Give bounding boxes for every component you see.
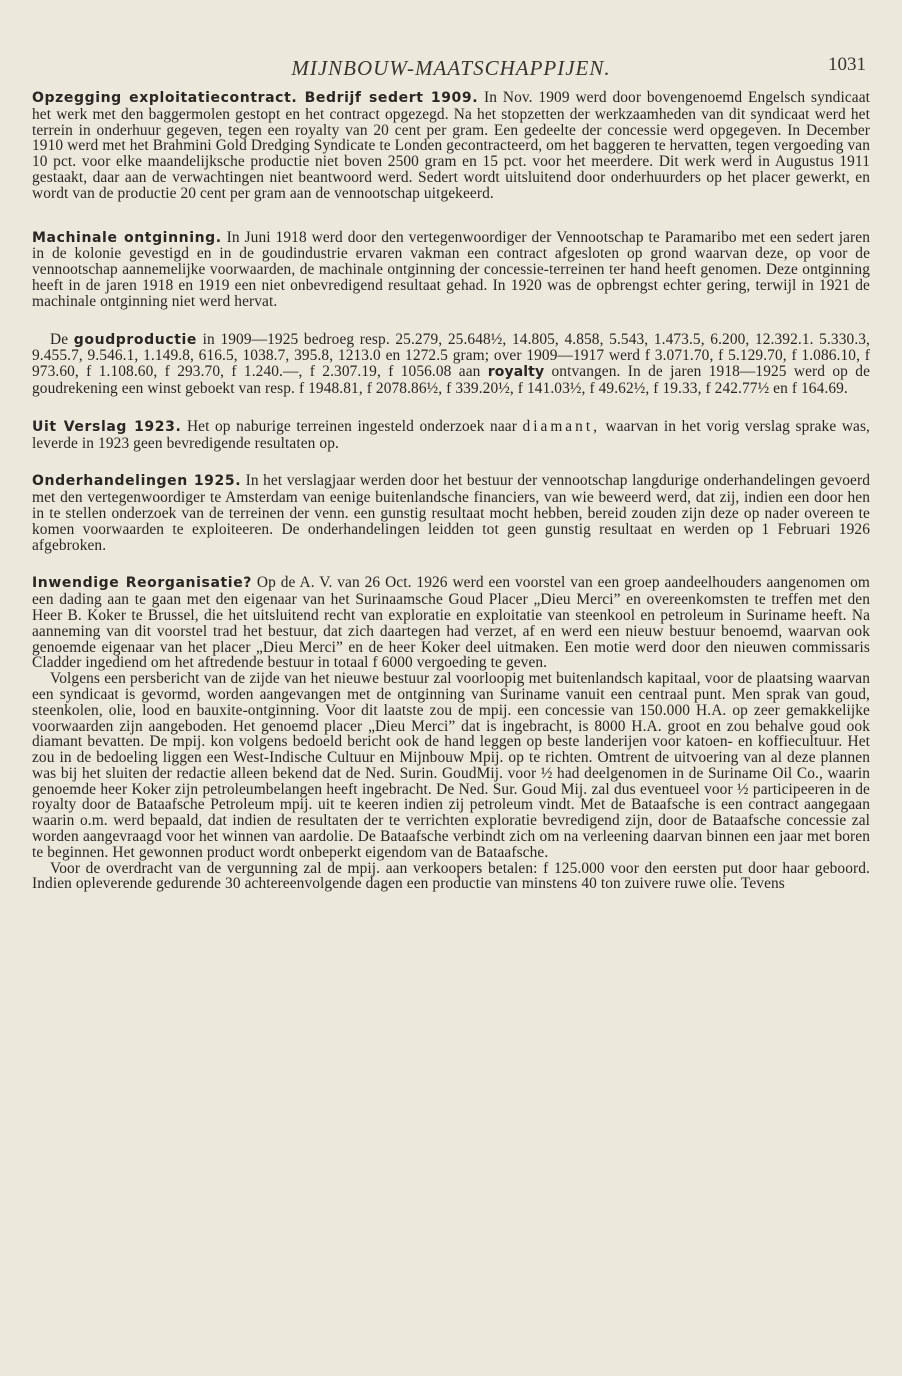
paragraph-verslag [32,419,870,452]
paragraph-lead: De [50,330,69,348]
section-heading-reorganisatie: Inwendige Reorganisatie? [32,575,253,592]
paragraph-text: in 1909—1925 bedroeg resp. 25.279, 25.648½, 14.805, 4.858, 5.543, 1.473.5, 6.200, 12.392.1. 5.330.3, 9.455.7, 9.546.1, 1.149.8, 616.5, 1038.7, 395.8, 1213.0 en 1272.5 gram; over 1909—1917 werd f 3.071.70, f 5.129.70, f 1.086.10, f 973.60, f 1.108.60, f 293.70, f 1.240.—, f 2.307.19, f 1056.08 aan [32,330,871,381]
paragraph-text: Het op naburige terreinen ingesteld onderzoek naar [186,417,517,435]
section-heading-onderhandelingen: Onderhandelingen 1925. [32,473,242,490]
paragraph-opzegging [32,90,870,202]
section-heading-verslag: Uit Verslag 1923. [32,418,182,435]
paragraph-text: ontvangen. In de jaren 1918—1925 werd op de goudrekening een winst geboekt van resp. f 1948.81, f 2078.86½, f 339.20½, f 141.03½, f 49.62½, f 19.33, f 242.77½ en f 164.69. [32,363,871,397]
page-title: MIJNBOUW-MAATSCHAPPIJEN. [291,56,611,80]
paragraph-persbericht [32,671,870,861]
paragraph-text: Op de A. V. van 26 Oct. 1926 werd een voorstel van een groep aandeelhouders aangenomen om een dading aan te gaan met den eigenaar van het Surinaamsche Goud Placer „Dieu Merci” en overeenkomsten te treffen met den Heer B. Koker te Brussel, die het uitsluitend recht van exploratie en exploitatie van steenkool en petroleum in Suriname heeft. Na aanneming van dit voorstel trad het bestuur, dat zich daartegen had verzet, af en werd een nieuw bestuur benoemd, waarvan ook genoemde eigenaar van het placer „Dieu Merci” en de heer Koker deel uitmaken. Een motie werd door den nieuwen commissaris Cladder ingediend om het aftredende bestuur in totaal f 6000 vergoeding te geven. [32,574,870,672]
royalty-term: royalty [487,364,545,381]
running-head [32,50,870,90]
paragraph-text: Voor de overdracht van de vergunning zal de mpij. aan verkoopers betalen: f 125.000 voor den eersten put door haar geboord. Indien opleverende gedurende 30 achtereenvolgende dagen een productie van minstens 40 ton zuivere ruwe olie. Tevens [32,859,870,893]
paragraph-text: Volgens een persbericht van de zijde van het nieuwe bestuur zal voorloopig met buitenlandsch kapitaal, voor de plaatsing waarvan een syndicaat is gevormd, worden aangevangen met de ontginning van Suriname vanuit een centraal punt. Men sprak van goud, steenkolen, olie, lood en bauxite-ontginning. Voor dit laatste zou de mpij. een concessie van 150.000 H.A. op zeer gemakkelijke voorwaarden zijn aangeboden. Het genoemd placer „Dieu Merci” dat is ingebracht, is 8000 H.A. groot en zou behalve goud ook diamant bevatten. De mpij. kon volgens bedoeld bericht ook de hand leggen op beste landerijen voor katoen- en koffiecultuur. Het zou in de bedoeling liggen een West-Indische Cultuur en Mijnbouw Mpij. op te richten. Omtrent de uitvoering van al deze plannen was bij het sluiten der redactie alleen bekend dat de Ned. Surin. GoudMij. voor ½ had deelgenomen in de Suriname Oil Co., waarin genoemde heer Koker zijn petroleumbelangen heeft ingebracht. De Ned. Sur. Goud Mij. zal dus eventueel voor ½ participeeren in de royalty door de Bataafsche Petroleum mpij. uit te keeren indien zij petroleum vindt. Met de Bataafsche is een contract aangegaan waarin o.m. werd bepaald, dat indien de resultaten der te verrichten exploratie bevredigend zijn, door de Bataafsche concessie zal worden aangevraagd voor het winnen van aardolie. De Bataafsche verbindt zich om na verleening daarvan binnen een jaar met boren te beginnen. Het gewonnen product wordt onbeperkt eigendom van de Bataafsche. [32,670,870,861]
paragraph-onderhandelingen [32,473,870,553]
paragraph-goudproductie [32,332,870,397]
paragraph-overdracht [32,861,870,893]
page-number: 1031 [828,54,866,75]
spaced-term: diamant, [522,417,600,435]
paragraph-text: In het verslagjaar werden door het bestuur der vennootschap langdurige onderhandelingen gevoerd met den vertegenwoordiger te Amsterdam van eenige buitenlandsche financiers, van wie beweerd werd, dat zij, indien een door hen in te stellen onderzoek van de terreinen der venn. een gunstig resultaat mocht hebben, bereid zouden zijn deze op nader overeen te komen voorwaarden te exploiteeren. De onderhandelingen leidden tot geen gunstig resultaat en werden op 1 Februari 1926 afgebroken. [32,472,870,554]
paragraph-text: waarvan in het vorig verslag sprake was, leverde in 1923 geen bevredigende resultaten op. [32,417,871,452]
section-heading-goudproductie: goudproductie [73,331,198,348]
paragraph-text: In Juni 1918 werd door den vertegenwoordiger der Vennootschap te Paramaribo met een sedert jaren in de kolonie gevestigd en in de goudindustrie ervaren vakman een contract afgesloten op grond waarvan deze, op voor de vennootschap aannemelijke voorwaarden, de machinale ontginning der concessie-terreinen ter hand heeft genomen. Deze ontginning heeft in de jaren 1918 en 1919 een niet onbevredigend resultaat gehad. In 1920 was de opbrengst echter gering, terwijl in 1921 de machinale ontginning niet werd hervat. [32,228,870,310]
paragraph-reorganisatie [32,575,870,671]
paragraph-text: In Nov. 1909 werd door bovengenoemd Engelsch syndicaat het werk met den baggermolen gestopt en het contract opgezegd. Na het stopzetten der werkzaamheden van dit syndicaat werd het terrein in onderhuur gegeven, tegen een royalty van 20 cent per gram. Een gedeelte der concessie werd opgegeven. In December 1910 werd met het Brahmini Gold Dredging Syndicate te Londen gecontracteerd, om het baggeren te hervatten, tegen vergoeding van 10 pct. voor elke maandelijksche productie niet boven 2500 gram en 15 pct. voor het meerdere. Dit werk werd in Augustus 1911 gestaakt, daar aan de verwachtingen niet beantwoord werd. Sedert wordt uitsluitend door onderhuurders op het placer gewerkt, en wordt van de productie 20 cent per gram aan de vennootschap uitgekeerd. [32,89,871,202]
section-heading-opzegging: Opzegging exploitatiecontract. Bedrijf sedert 1909. [32,90,479,106]
paragraph-machinale [32,230,870,310]
section-heading-machinale: Machinale ontginning. [32,229,222,246]
